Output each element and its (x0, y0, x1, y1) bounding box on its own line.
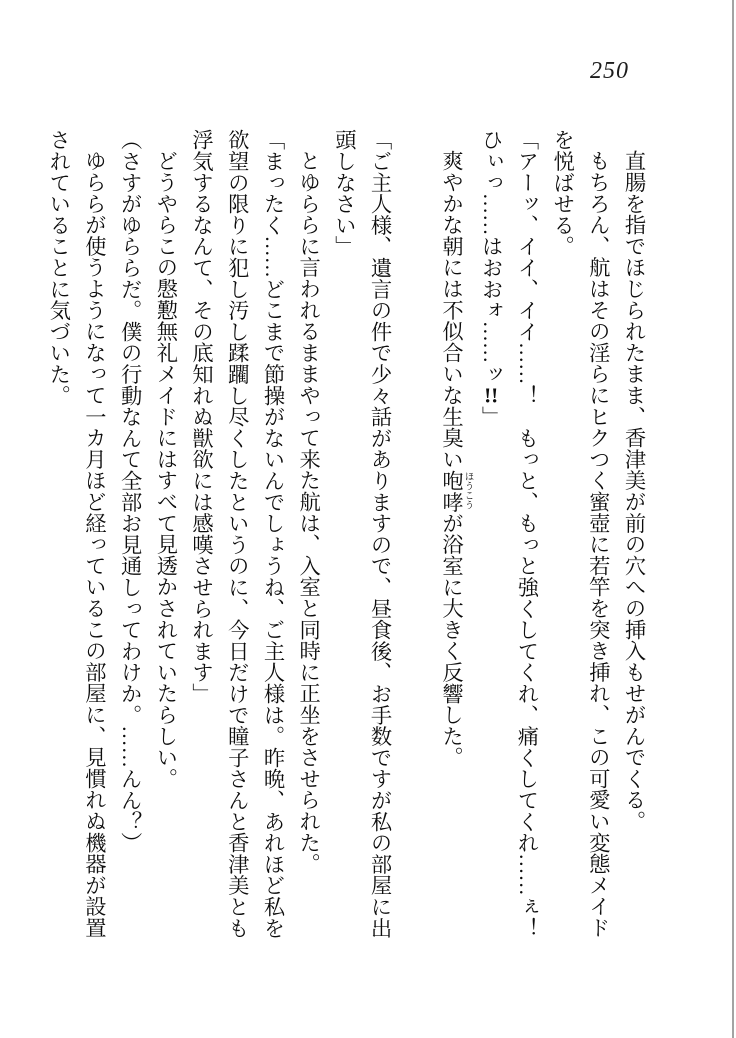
tate-chu-yoko-exclamation: !! (484, 384, 499, 406)
body-text (41, 129, 651, 945)
page-number: 250 (590, 58, 629, 84)
paragraph: ゆららが使うようになって一カ月ほど経っているこの部屋に、見慣れぬ機器が設置されていることに気づいた。 (46, 129, 107, 939)
paragraph: 爽やかな朝には不似合いな生臭い咆哮 ほうこうが浴室に大きく反響した。 (439, 150, 473, 769)
paragraph-break (397, 129, 433, 945)
paragraph: 「ご主人様、遺言の件で少々話がありますので、昼食後、お手数ですが私の部屋に出頭しなさい」 (332, 129, 393, 939)
paragraph: （さすがゆららだ。僕の行動なんて全部お見通しってわけか。……んん？） (118, 129, 143, 854)
paragraph: 「アーッ、イイ、イイ……！ もっと、もっと強くしてくれ、痛くしてくれ……ぇ！ひぃっ……はおおォ……ッ!!」 (479, 129, 539, 939)
scan-edge-line (732, 0, 734, 1038)
ruby-annotated-word: 咆哮 ほうこう (439, 469, 473, 513)
paragraph: とゆららに言われるままやって来た航は、入室と同時に正坐をさせられた。 (296, 150, 321, 875)
paragraph: もちろん、航はその淫らにヒクつく蜜壺に若竿を突き挿れ、この可愛い変態メイドを悦ばせる。 (550, 129, 611, 939)
paragraph: 「まったく……どこまで節操がないんでしょうね、ご主人様は。昨晩、あれほど私を欲望の限りに犯し汚し蹂躙し尽くしたというのに、今日だけで瞳子さんと香津美とも浮気するなんて、その底知れぬ獣欲には感嘆させられます」 (189, 129, 285, 939)
paragraph: 直腸を指でほじられたまま、香津美が前の穴への挿入もせがんでくる。 (622, 150, 646, 832)
paragraph: どうやらこの慇懃無礼メイドにはすべて見透かされていたらしい。 (153, 150, 178, 790)
